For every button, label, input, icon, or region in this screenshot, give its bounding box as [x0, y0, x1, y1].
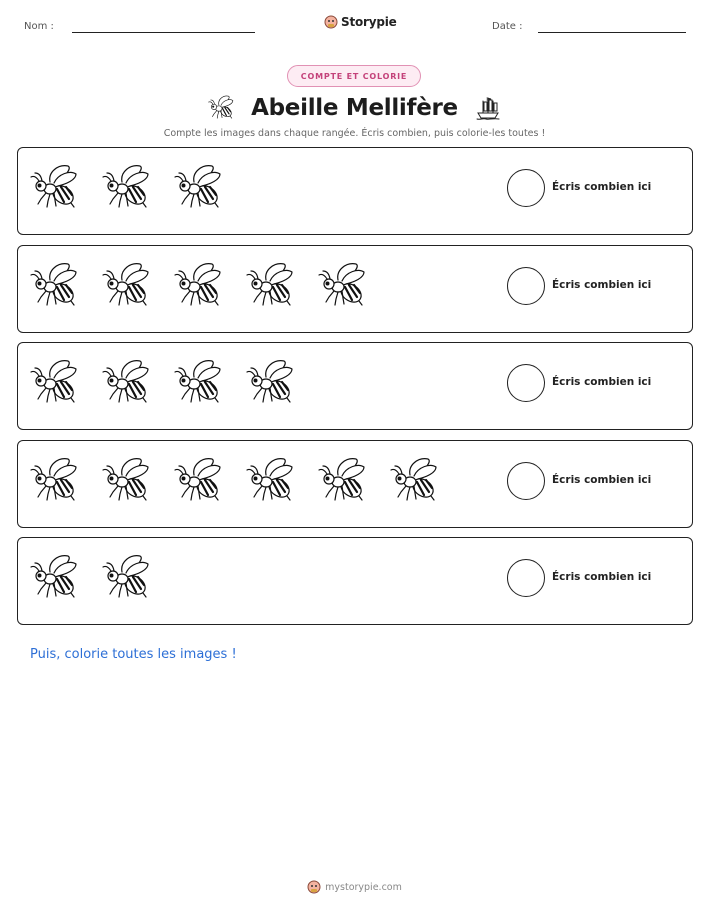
activity-badge: COMPTE ET COLORIE [287, 65, 421, 87]
bee-group [28, 455, 440, 507]
page-title: Abeille Mellifère [251, 95, 458, 121]
answer-label: Écris combien ici [552, 279, 652, 291]
bee-icon[interactable] [100, 552, 152, 604]
count-row [17, 245, 693, 333]
bee-icon[interactable] [316, 260, 368, 312]
answer-label: Écris combien ici [552, 474, 652, 486]
bee-icon[interactable] [100, 162, 152, 214]
count-row [17, 147, 693, 235]
bee-icon[interactable] [28, 552, 80, 604]
storypie-logo-icon [307, 880, 321, 894]
date-line[interactable] [538, 32, 686, 33]
coloring-note: Puis, colorie toutes les images ! [30, 647, 237, 662]
ship-icon [474, 94, 502, 122]
bee-group [28, 552, 152, 604]
footer-url[interactable]: mystorypie.com [325, 881, 402, 893]
bee-icon[interactable] [244, 455, 296, 507]
count-row [17, 342, 693, 430]
answer-label: Écris combien ici [552, 571, 652, 583]
answer-label: Écris combien ici [552, 376, 652, 388]
bee-icon[interactable] [388, 455, 440, 507]
answer-circle[interactable] [507, 462, 545, 500]
bee-icon[interactable] [100, 357, 152, 409]
bee-icon [207, 94, 235, 122]
bee-icon[interactable] [172, 357, 224, 409]
answer-circle[interactable] [507, 267, 545, 305]
footer [0, 880, 709, 894]
name-label: Nom : [24, 21, 54, 32]
bee-icon[interactable] [172, 260, 224, 312]
bee-icon[interactable] [316, 455, 368, 507]
answer-circle[interactable] [507, 364, 545, 402]
instructions-text: Compte les images dans chaque rangée. Écris combien, puis colorie-les toutes ! [163, 128, 546, 139]
bee-icon[interactable] [244, 357, 296, 409]
answer-label: Écris combien ici [552, 181, 652, 193]
date-label: Date : [492, 21, 523, 32]
count-row [17, 440, 693, 528]
storypie-logo-icon [324, 15, 338, 29]
bee-group [28, 260, 368, 312]
bee-icon[interactable] [28, 260, 80, 312]
bee-icon[interactable] [172, 455, 224, 507]
bee-icon[interactable] [28, 162, 80, 214]
bee-icon[interactable] [100, 455, 152, 507]
bee-icon[interactable] [28, 357, 80, 409]
bee-group [28, 162, 224, 214]
bee-icon[interactable] [172, 162, 224, 214]
bee-icon[interactable] [28, 455, 80, 507]
brand-logo [324, 14, 397, 30]
bee-icon[interactable] [244, 260, 296, 312]
answer-circle[interactable] [507, 559, 545, 597]
brand-name: Storypie [341, 15, 397, 29]
answer-circle[interactable] [507, 169, 545, 207]
bee-group [28, 357, 296, 409]
name-line[interactable] [72, 32, 255, 33]
count-row [17, 537, 693, 625]
bee-icon[interactable] [100, 260, 152, 312]
title-area [0, 90, 709, 126]
